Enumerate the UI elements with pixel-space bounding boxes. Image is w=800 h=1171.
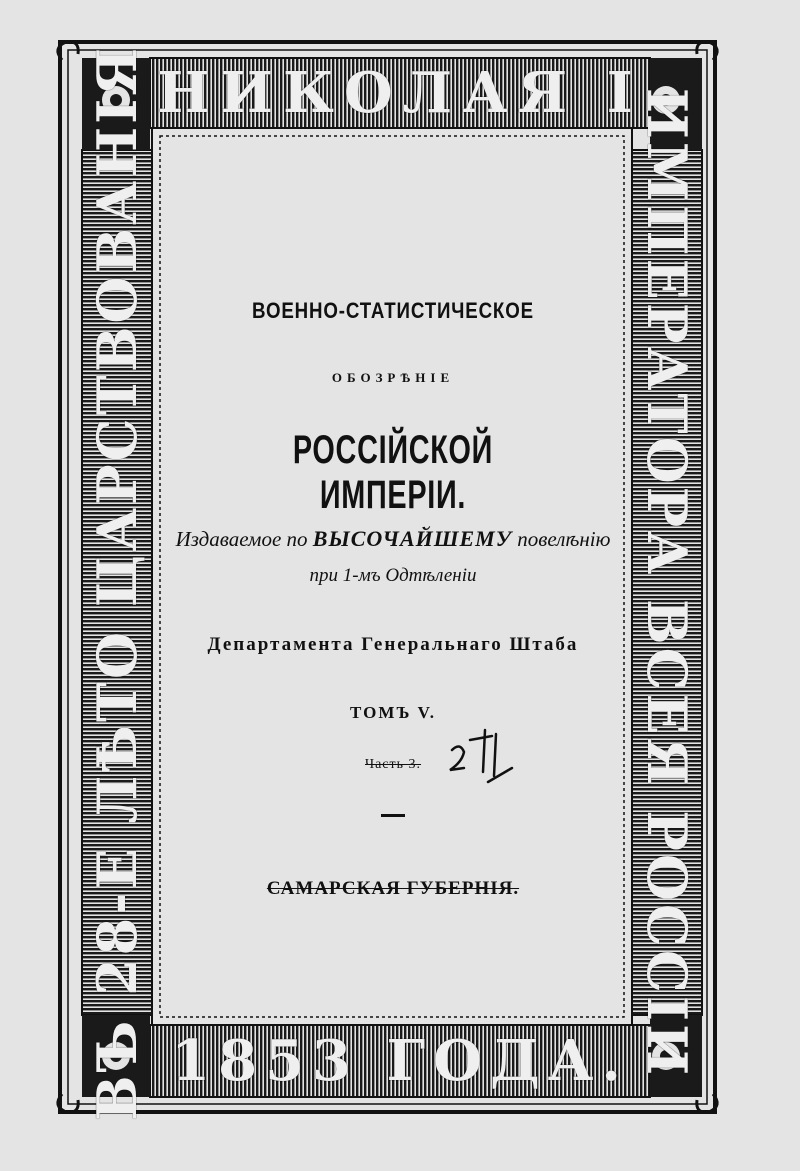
frame-right-text: [632, 87, 702, 1078]
frame-top-text: НИКОЛАЯ I: [157, 60, 643, 126]
title-line-3: РОССІЙСКОЙ ИМПЕРІИ.: [292, 428, 494, 517]
frame-left-text: [82, 44, 152, 1121]
title-line-2: ОБОЗРѢНІЕ: [331, 370, 455, 385]
title-page-content: [158, 140, 628, 1020]
publisher-suffix: повелѣнію: [517, 527, 611, 551]
publisher-line-1: [158, 526, 628, 552]
publisher-emphasis: ВЫСОЧАЙШЕМУ: [312, 526, 513, 551]
volume-label: ТОМЪ V.: [350, 703, 436, 722]
publisher-line-2: при 1-мъ Одтѣленіи: [309, 565, 477, 586]
part-label: [158, 757, 628, 773]
frame-bottom-text: 1853 ГОДА.: [171, 1028, 629, 1094]
department-line: Департамента Генеральнаго Штаба: [207, 634, 579, 655]
title-line-1: ВОЕННО-СТАТИСТИЧЕСКОЕ: [252, 298, 534, 323]
frame-right-label: ИМПЕРАТОРА ВСЕЯ РОССІИ: [635, 87, 700, 1078]
part-text: Часть 3.: [364, 757, 422, 772]
frame-left-label: ВЪ 28-Е ЛѢТО ЦАРСТВОВАНІЯ: [85, 44, 149, 1121]
publisher-prefix: Издаваемое по: [175, 527, 308, 551]
province-label: САМАРСКАЯ ГУБЕРНІЯ.: [266, 878, 520, 899]
separator-dash: [381, 814, 405, 817]
